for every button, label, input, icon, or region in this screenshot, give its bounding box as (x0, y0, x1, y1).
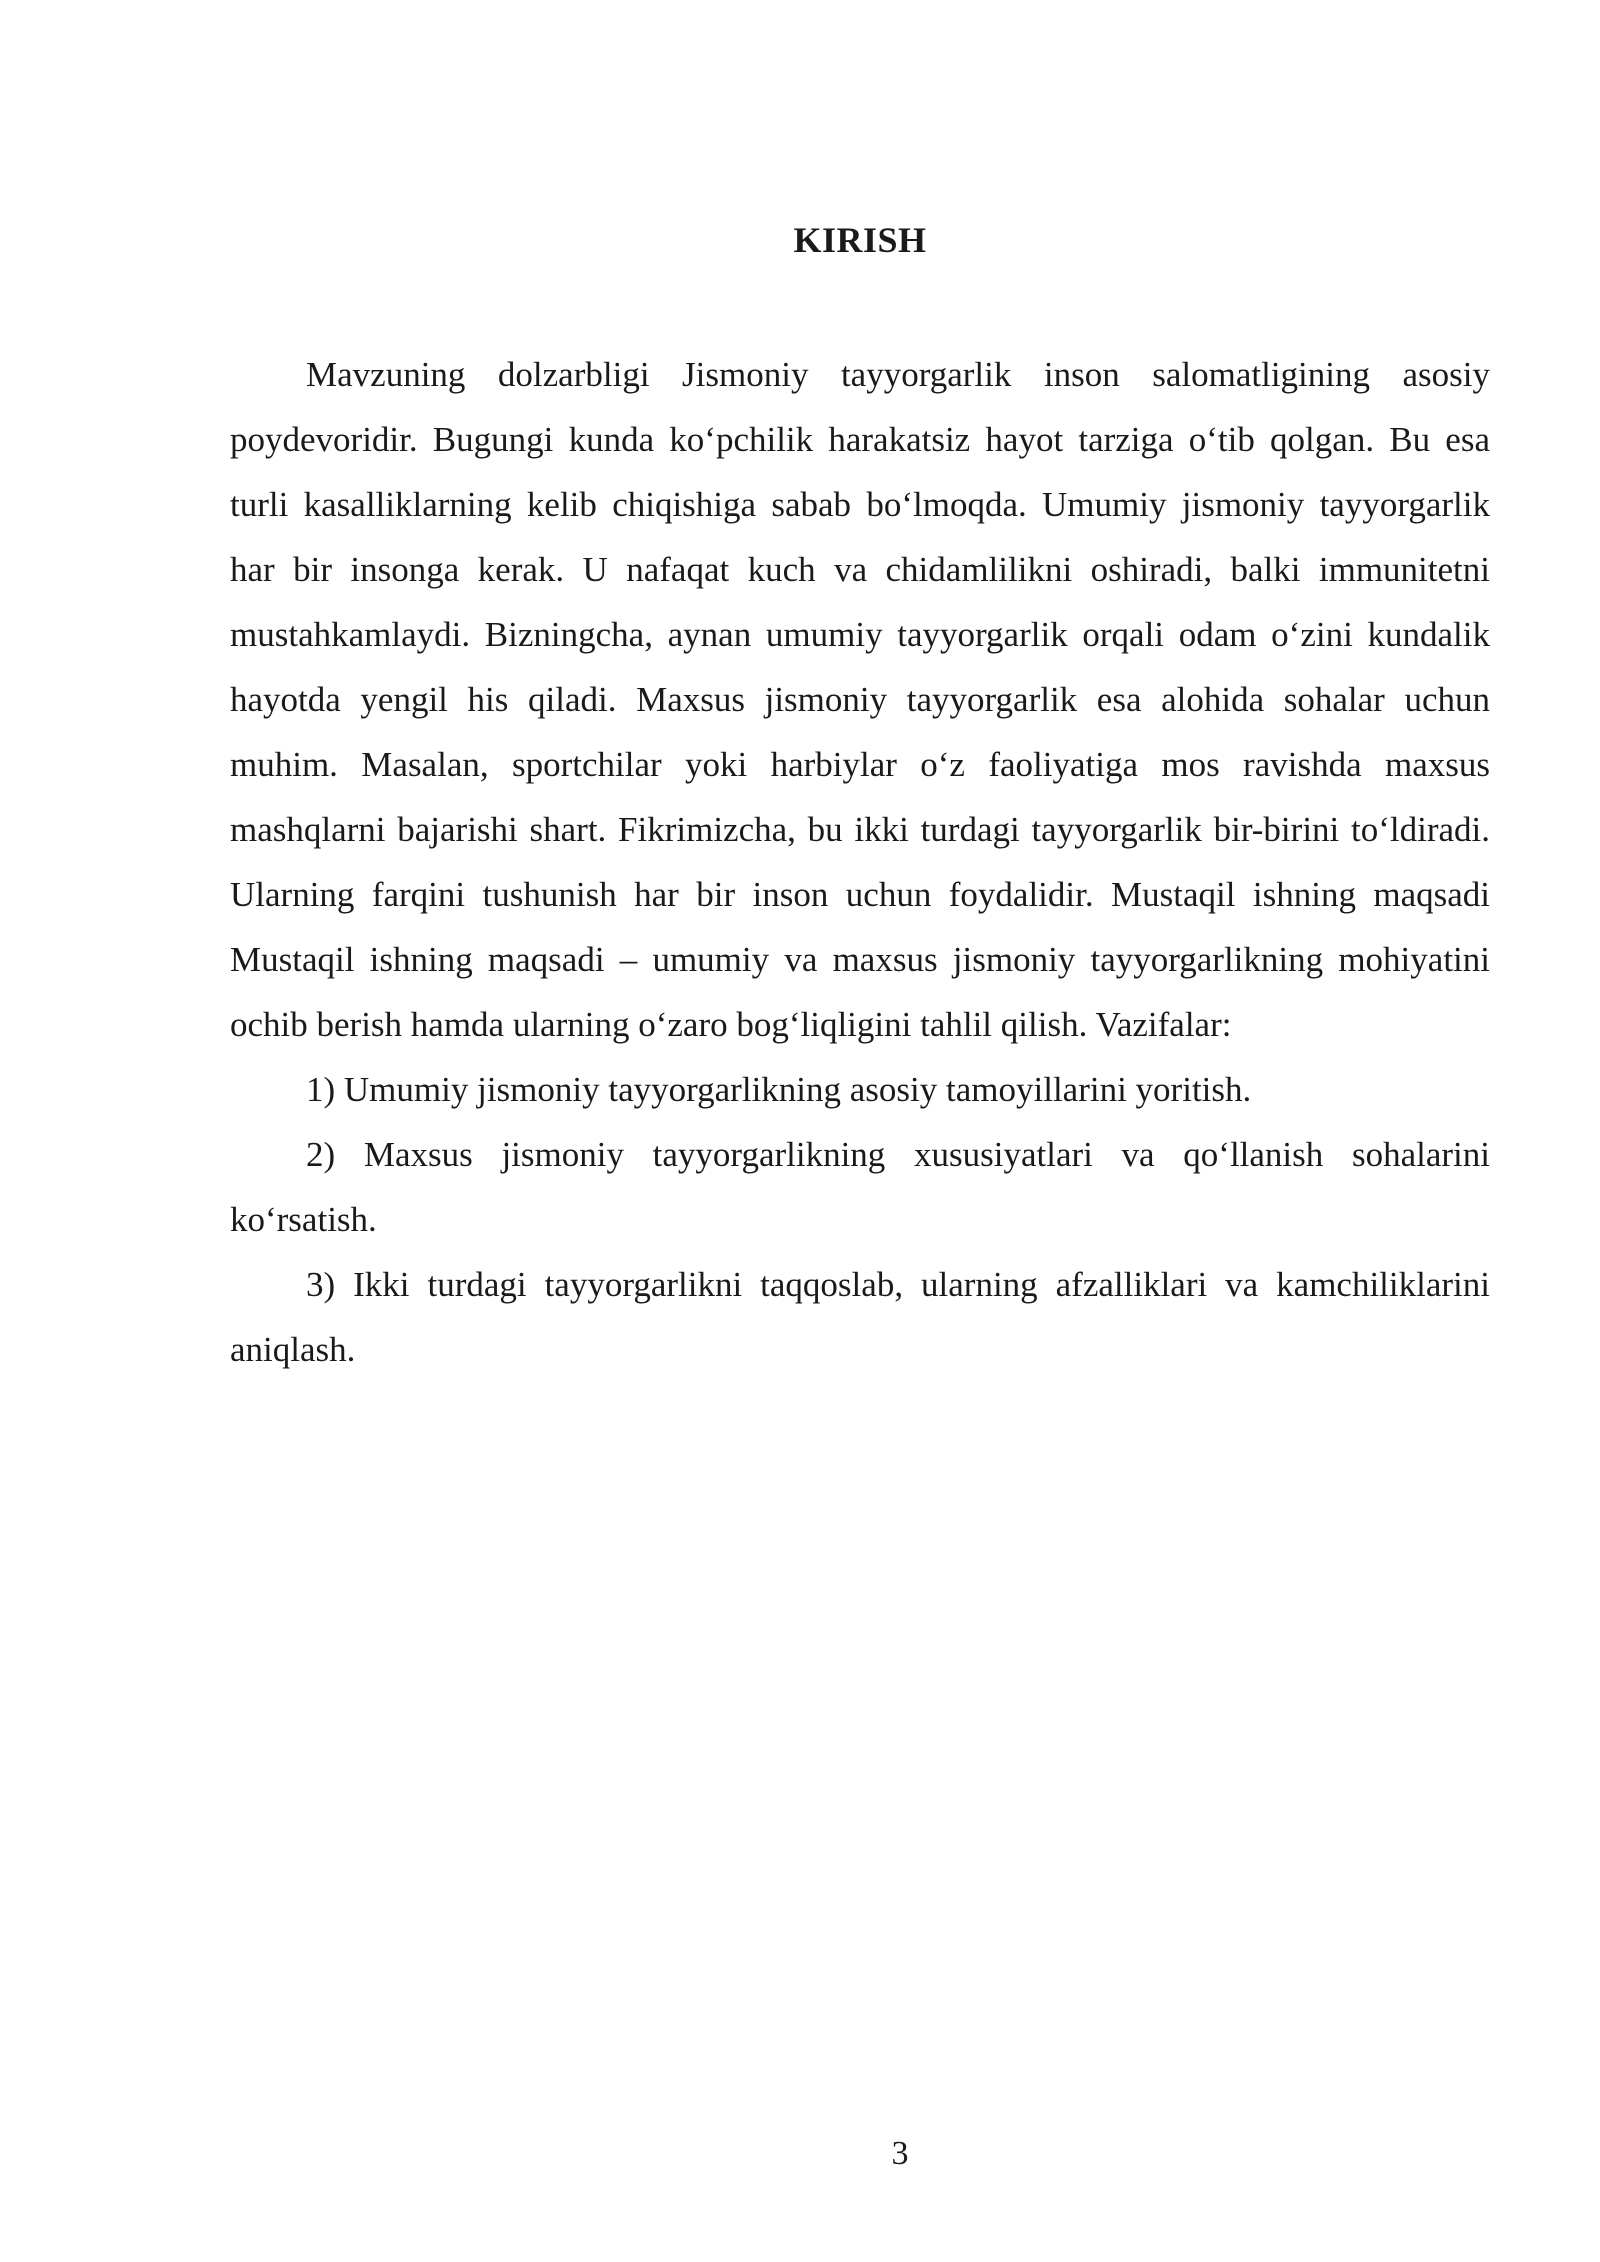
task-item-2: 2) Maxsus jismoniy tayyorgarlikning xususiyatlari va qo‘llanish sohalarini ko‘rsatish. (230, 1135, 1490, 1239)
page-number: 3 (891, 2135, 909, 2172)
body-text (230, 342, 1490, 1382)
task-item-1: 1) Umumiy jismoniy tayyorgarlikning asosiy tamoyillarini yoritish. (306, 1070, 1252, 1109)
intro-paragraph: Mavzuning dolzarbligi Jismoniy tayyorgarlik inson salomatligining asosiy poydevoridir. Bugungi kunda ko‘pchilik harakatsiz hayot tarziga o‘tib qolgan. Bu esa turli kasalliklarning kelib chiqishiga sabab bo‘lmoqda. Umumiy jismoniy tayyorgarlik har bir insonga kerak. U nafaqat kuch va chidamlilikni oshiradi, balki immunitetni mustahkamlaydi. Bizningcha, aynan umumiy tayyorgarlik orqali odam o‘zini kundalik hayotda yengil his qiladi. Maxsus jismoniy tayyorgarlik esa alohida sohalar uchun muhim. Masalan, sportchilar yoki harbiylar o‘z faoliyatiga mos ravishda maxsus mashqlarni bajarishi shart. Fikrimizcha, bu ikki turdagi tayyorgarlik bir-birini to‘ldiradi. Ularning farqini tushunish har bir inson uchun foydalidir. Mustaqil ishning maqsadi Mustaqil ishning maqsadi – umumiy va maxsus jismoniy tayyorgarlikning mohiyatini ochib berish hamda ularning o‘zaro bog‘liqligini tahlil qilish. Vazifalar: (230, 355, 1490, 1044)
page-title: KIRISH (793, 220, 927, 260)
task-item-3: 3) Ikki turdagi tayyorgarlikni taqqoslab, ularning afzalliklari va kamchiliklarini aniqlash. (230, 1265, 1490, 1369)
